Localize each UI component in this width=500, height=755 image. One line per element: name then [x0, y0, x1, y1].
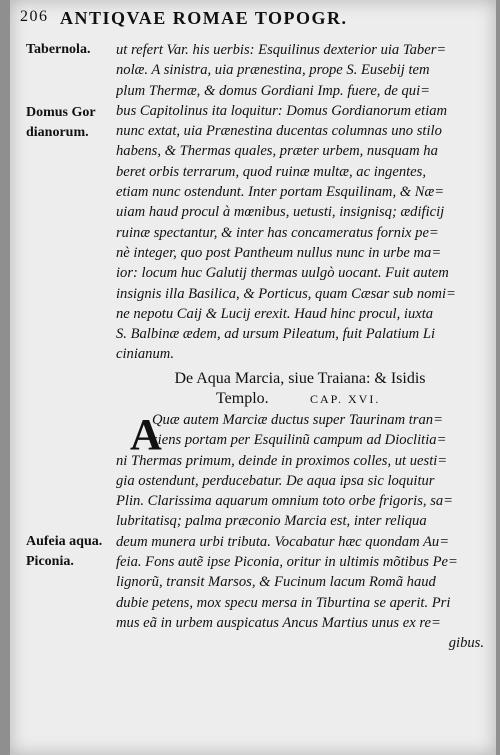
- text-line: insignis illa Basilica, & Porticus, quam Cæsar sub nomi=: [116, 285, 456, 302]
- drop-capital: A: [130, 410, 162, 459]
- margin-note-domus-1: Domus Gor: [26, 105, 96, 120]
- text-line: mus eã in urbem auspicatus Ancus Martius unus ex re=: [116, 614, 441, 631]
- chapter-heading: [116, 369, 484, 409]
- text-line: cinianum.: [116, 346, 174, 363]
- passage-2: [116, 410, 484, 654]
- margin-note-aufeia-1: Aufeia aqua.: [26, 534, 103, 549]
- text-line: siens portam per Esquilinũ campum ad Dioclitia=: [152, 432, 447, 449]
- running-title: ANTIQVAE ROMAE TOPOGR.: [60, 8, 348, 28]
- text-line: plum Thermæ, & domus Gordiani Imp. fuere, de qui=: [116, 82, 431, 99]
- text-line: lubritatisq; palma præconio Marcia est, inter reliqua: [116, 513, 427, 530]
- margin-note-aufeia-2: Piconia.: [26, 554, 74, 569]
- margin-note-tabernola: Tabernola.: [26, 42, 91, 57]
- margin-note-domus-2: dianorum.: [26, 125, 89, 140]
- book-page: [10, 0, 496, 755]
- text-line: etiam nunc ostendunt. Inter portam Esquilinam, & Næ=: [116, 184, 445, 201]
- text-line: Quæ autem Marciæ ductus super Taurinam tran=: [152, 412, 443, 428]
- chapter-number: CAP. XVI.: [310, 392, 381, 406]
- text-line: ut refert Var. his uerbis: Esquilinus dexterior uia Taber=: [116, 42, 447, 58]
- text-line: gia ostendunt, perducebatur. De aqua ipsa sic loquitur: [116, 472, 435, 489]
- text-line: S. Balbinæ ædem, ad ursum Pileatum, fuit Palatium Li: [116, 326, 436, 343]
- chapter-title-line-2: Templo.: [216, 390, 269, 407]
- text-line: ior: locum huc Galutij thermas uulgò uocant. Fuit autem: [116, 265, 449, 282]
- text-line: nolæ. A sinistra, uia prænestina, prope S. Eusebij tem: [116, 62, 430, 79]
- text-line: feia. Fons autẽ ipse Piconia, oritur in ultimis mõtibus Pe=: [116, 554, 458, 571]
- text-line: beret orbis terrarum, quod ruinæ multæ, ac ingentes,: [116, 163, 426, 180]
- text-line: Plin. Clarissima aquarum omnium toto orbe frigoris, sa=: [116, 493, 454, 510]
- text-line: lignorũ, transit Marsos, & Fucinum lacum Romã haud: [116, 574, 436, 591]
- running-head: [20, 8, 482, 30]
- text-line: gibus.: [448, 635, 484, 652]
- text-line: dubie petens, mox specu mersa in Tiburtina se aperit. Pri: [116, 594, 451, 611]
- passage-1: [116, 40, 484, 365]
- text-line: ni Thermas primum, deinde in proximos colles, ut uesti=: [116, 452, 448, 469]
- text-line: nunc extat, uia Prænestina ducentas columnas uno stilo: [116, 123, 442, 140]
- page-number: 206: [20, 8, 49, 25]
- text-line: ne nepotu Caij & Lucij erexit. Haud hinc procul, iuxta: [116, 305, 434, 322]
- text-line: bus Capitolinus ita loquitur: Domus Gordianorum etiam: [116, 102, 448, 119]
- text-line: deum munera urbi tributa. Vocabatur hæc quondam Au=: [116, 533, 450, 550]
- text-line: uiam haud procul à mœnibus, uetusti, insignisq; ædificij: [116, 204, 445, 221]
- text-line: nè integer, quo post Pantheum nullus nunc in urbe ma=: [116, 244, 442, 261]
- chapter-title-line-1: De Aqua Marcia, siue Traiana: & Isidis: [174, 370, 426, 387]
- text-line: habens, & Thermas quales, præter urbem, nusquam ha: [116, 143, 438, 160]
- text-line: ruinæ spectantur, & inter has concameratus fornix pe=: [116, 224, 439, 241]
